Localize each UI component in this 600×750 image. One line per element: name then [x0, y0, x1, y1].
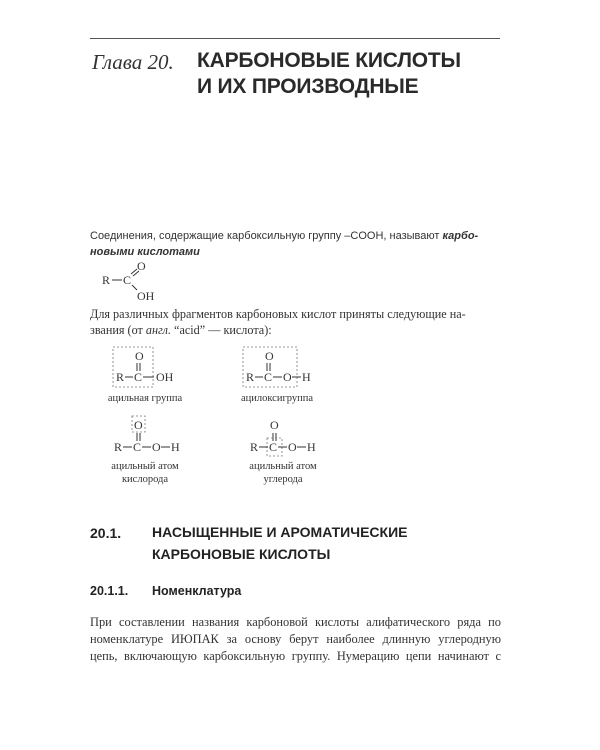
para2-abbr: англ.: [145, 323, 171, 337]
chapter-title-line2: И ИХ ПРОИЗВОДНЫЕ: [197, 75, 419, 98]
acyl-group-formula: [108, 344, 198, 392]
acyl-group-caption: ацильная группа: [107, 393, 183, 404]
fragments-paragraph: [90, 306, 501, 338]
acyl-oxygen-caption-line1: ацильный атом: [111, 461, 179, 472]
acyloxy-c: C: [264, 370, 273, 384]
acyloxy-o: O: [265, 349, 274, 363]
body-line2: номенклатуре ИЮПАК за основу берут наиболее длинную углеродную: [90, 632, 501, 646]
acyl-carbon-c: C: [269, 440, 278, 454]
acyl-oxygen-c: C: [133, 440, 142, 454]
section-title-line1: НАСЫЩЕННЫЕ И АРОМАТИЧЕСКИЕ: [152, 524, 408, 540]
section-title: [152, 521, 407, 565]
acyl-carbon-h: H: [307, 440, 316, 454]
acyl-carbon-caption-line2: углерода: [263, 474, 303, 485]
acyl-carbon-o: O: [270, 418, 279, 432]
section-title-line2: КАРБОНОВЫЕ КИСЛОТЫ: [152, 546, 331, 562]
acyl-carbon-caption-line1: ацильный атом: [249, 461, 317, 472]
body-line3: цепь, включающую карбоксильную группу. Нумерацию цепи начинают с: [90, 649, 501, 663]
subsection-title: Номенклатура: [152, 584, 242, 598]
para2-line1: Для различных фрагментов карбоновых кислот приняты следующие на-: [90, 307, 466, 321]
carboxylic-acid-formula: [100, 258, 170, 304]
acyl-carbon-formula: [244, 414, 334, 460]
body-paragraph: [90, 614, 501, 665]
chapter-label: Глава 20.: [92, 50, 174, 74]
acyl-oh: OH: [156, 370, 174, 384]
acyl-oxygen-caption: [100, 460, 190, 486]
intro-text: Соединения, содержащие карбоксильную группу –COOH, называют: [90, 230, 443, 242]
para2-line2b: “acid” — кислота):: [171, 323, 272, 337]
formula-r: R: [102, 273, 111, 287]
acyloxy-group-formula: [238, 344, 328, 392]
acyl-carbon-o2: O: [288, 440, 297, 454]
formula-oh: OH: [137, 289, 155, 303]
acyl-oxygen-caption-line2: кислорода: [121, 474, 169, 485]
chapter-title: [197, 48, 461, 100]
subsection-number: 20.1.1.: [90, 584, 129, 598]
acyl-c: C: [134, 370, 143, 384]
header-rule: [90, 38, 500, 39]
acyl-carbon-r: R: [250, 440, 259, 454]
formula-o: O: [137, 259, 146, 273]
acyloxy-r: R: [246, 370, 255, 384]
section-number: 20.1.: [90, 525, 122, 541]
acyl-carbon-caption: [238, 460, 328, 486]
acyl-oxygen-o: O: [134, 418, 143, 432]
acyloxy-h: H: [302, 370, 311, 384]
formula-c: C: [123, 273, 132, 287]
acyl-oxygen-h: H: [171, 440, 180, 454]
acyl-o: O: [135, 349, 144, 363]
para2-line2a: звания (от: [90, 323, 146, 337]
acyl-oxygen-o2: O: [152, 440, 161, 454]
acyloxy-o2: O: [283, 370, 292, 384]
body-line1: При составлении названия карбоновой кислоты алифатического ряда по: [90, 615, 501, 629]
chapter-title-line1: КАРБОНОВЫЕ КИСЛОТЫ: [197, 49, 461, 72]
acyloxy-group-caption: ацилоксигруппа: [240, 393, 314, 404]
acyl-oxygen-formula: [108, 414, 198, 460]
intro-paragraph: [90, 228, 501, 260]
intro-term-part2: новыми кислотами: [90, 246, 200, 258]
acyl-r: R: [116, 370, 125, 384]
intro-term-part1: карбо-: [442, 230, 479, 242]
acyl-oxygen-r: R: [114, 440, 123, 454]
